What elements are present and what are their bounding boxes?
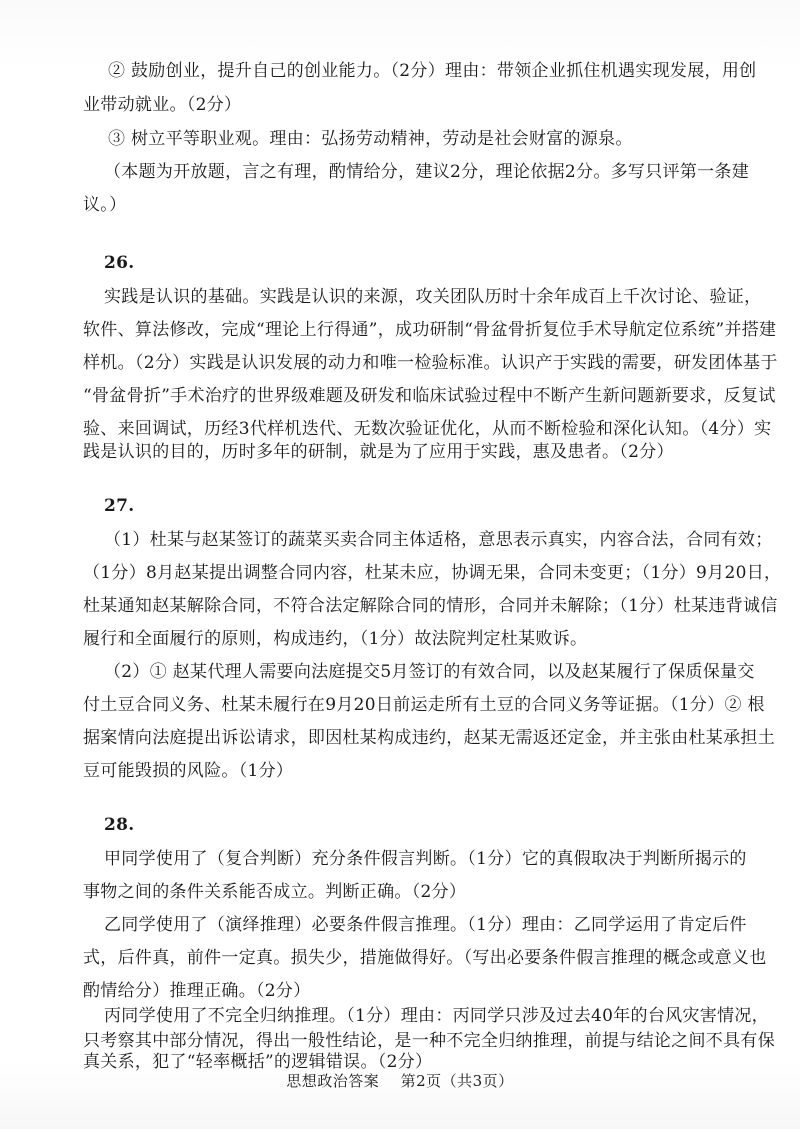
q27-line-3: 杜某通知赵某解除合同，不符合法定解除合同的情形，合同并未解除；（1分）杜某违背诚信 [83,596,778,616]
q26-line-2: 软件、算法修改，完成“理论上行得通”，成功研制“骨盆骨折复位手术导航定位系统”并搭建 [83,320,777,340]
q28-line-5: 酌情给分）推理正确。（2分） [83,981,311,1001]
q26-line-3: 样机。（2分）实践是认识发展的动力和唯一检验标准。认识产于实践的需要，研发团体基于 [83,353,778,373]
q26-line-1: 实践是认识的基础。实践是认识的来源，攻关团队历时十余年成百上千次讨论、验证， [104,287,762,307]
q27-line-1: （1）杜某与赵某签订的蔬菜买卖合同主体适格，意思表示真实，内容合法，合同有效； [104,530,773,550]
q27-line-2: （1分）8月赵某提出调整合同内容，杜某未应，协调无果，合同未变更；（1分）9月20日， [83,563,782,583]
footer-subject: 思想政治答案 [286,1072,380,1090]
q28-line-2: 事物之间的条件关系能否成立。判断正确。（2分） [83,882,467,902]
q25-line-3: ③ 树立平等职业观。理由：弘扬劳动精神，劳动是社会财富的源泉。 [108,129,633,149]
q27-line-4: 履行和全面履行的原则，构成违约，（1分）故法院判定杜某败诉。 [83,629,588,649]
q25-line-1: ② 鼓励创业，提升自己的创业能力。（2分）理由：带领企业抓住机遇实现发展，用创 [108,61,757,81]
q27-line-8: 豆可能毁损的风险。（1分） [83,761,294,781]
q26-line-5: 验、来回调试，历经3代样机迭代、无数次验证优化，从而不断检验和深化认知。（4分）实 [83,419,772,439]
q28-line-3: 乙同学使用了（演绎推理）必要条件假言推理。（1分）理由：乙同学运用了肯定后件 [104,915,747,935]
q28-line-6: 丙同学使用了不完全归纳推理。（1分）理由：丙同学只涉及过去40年的台风灾害情况， [104,1006,769,1026]
q25-line-4: （本题为开放题，言之有理，酌情给分，建议2分，理论依据2分。多写只评第一条建 [104,162,750,182]
page-footer [0,1071,800,1091]
q25-line-5: 议。） [83,195,127,215]
q26-line-4: “骨盆骨折”手术治疗的世界级难题及研发和临床试验过程中不断产生新问题新要求，反复试 [83,386,776,406]
q27-line-5: （2）① 赵某代理人需要向法庭提交5月签订的有效合同，以及赵某履行了保质保量交 [104,662,755,682]
footer-page-number: 第2页（共3页） [400,1072,514,1090]
q27-line-7: 据案情向法庭提出诉讼请求，即因杜某构成违约，赵某无需返还定金，并主张由杜某承担土 [83,728,775,748]
q28-line-1: 甲同学使用了（复合判断）充分条件假言判断。（1分）它的真假取决于判断所揭示的 [104,849,747,869]
question-number-28: 28. [104,815,135,835]
q28-line-8: 真关系，犯了“轻率概括”的逻辑错误。（2分） [83,1052,433,1072]
q25-line-2: 业带动就业。（2分） [83,95,242,115]
question-number-26: 26. [104,253,135,273]
q26-line-6: 践是认识的目的，历时多年的研制，就是为了应用于实践，惠及患者。（2分） [83,442,674,462]
q27-line-6: 付土豆合同义务、杜某未履行在9月20日前运走所有土豆的合同义务等证据。（1分）② 根 [83,695,765,715]
question-number-27: 27. [104,496,135,516]
q28-line-4: 式，后件真，前件一定真。损失少，措施做得好。（写出必要条件假言推理的概念或意义也 [83,948,767,968]
q28-line-7: 只考察其中部分情况，得出一般性结论，是一种不完全归纳推理，前提与结论之间不具有保 [83,1031,775,1051]
